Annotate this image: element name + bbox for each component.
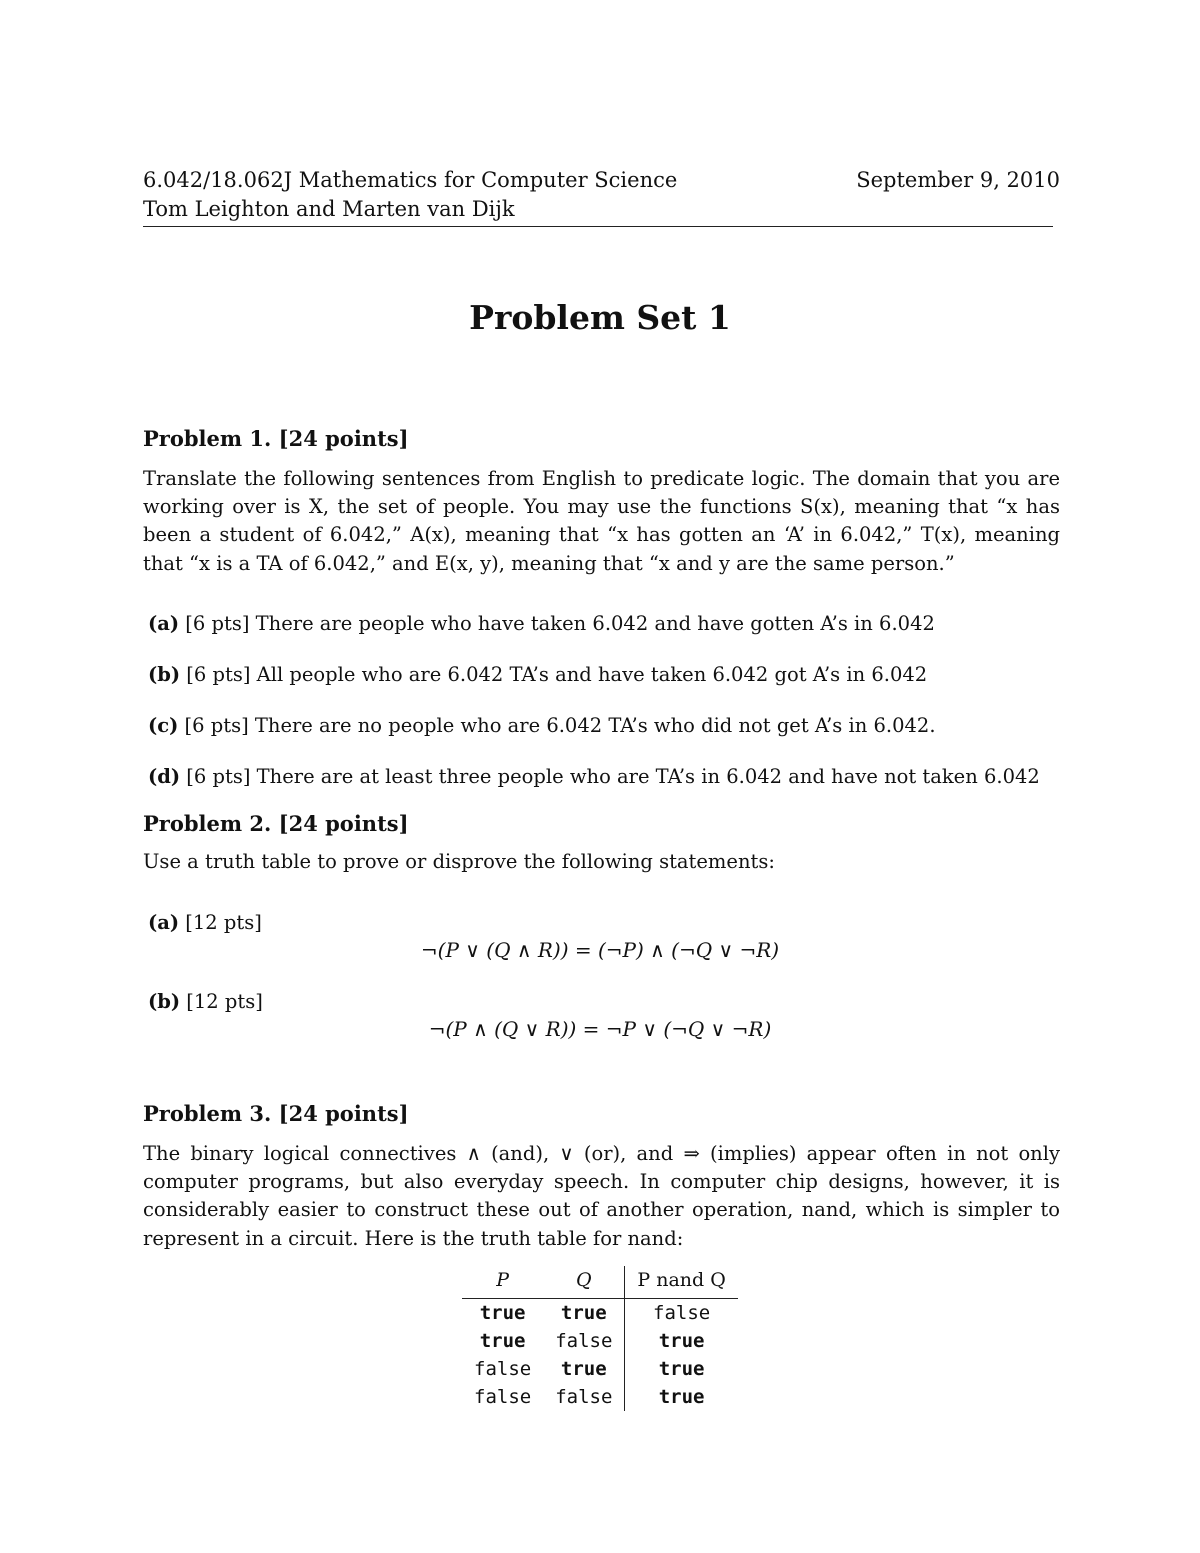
column-header-p: P bbox=[462, 1266, 543, 1299]
problem-2-item-b bbox=[148, 990, 263, 1013]
item-text: [6 pts] All people who are 6.042 TA’s and have taken 6.042 got A’s in 6.042 bbox=[186, 663, 928, 686]
course-title: 6.042/18.062J Mathematics for Computer Science bbox=[143, 168, 678, 192]
table-cell: true bbox=[479, 1302, 526, 1324]
problem-2-points: [24 points] bbox=[278, 811, 409, 836]
authors: Tom Leighton and Marten van Dijk bbox=[143, 197, 515, 221]
problem-1-item-a bbox=[148, 612, 935, 635]
paragraph-line: The binary logical connectives ∧ (and), ∨ (or), and ⇒ (implies) appear often in not only bbox=[143, 1142, 1060, 1165]
table-cell: true bbox=[658, 1358, 705, 1380]
header-rule bbox=[143, 226, 1053, 227]
item-text: [6 pts] There are people who have taken 6.042 and have gotten A’s in 6.042 bbox=[185, 612, 935, 635]
table-cell: true bbox=[543, 1355, 625, 1383]
table-row bbox=[462, 1383, 738, 1411]
item-text: [12 pts] bbox=[185, 911, 262, 934]
item-label: (b) bbox=[148, 663, 181, 686]
table-cell: true bbox=[658, 1386, 705, 1408]
item-text: [12 pts] bbox=[186, 990, 263, 1013]
problem-3-heading bbox=[143, 1101, 409, 1126]
item-label: (c) bbox=[148, 714, 179, 737]
paragraph-line: that “x is a TA of 6.042,” and E(x, y), meaning that “x and y are the same person.” bbox=[143, 551, 955, 575]
paragraph-line: represent in a circuit. Here is the truth table for nand: bbox=[143, 1226, 684, 1250]
problem-2-heading bbox=[143, 811, 409, 836]
problem-3-label: Problem 3. bbox=[143, 1101, 272, 1126]
equation-b: ¬(P ∧ (Q ∨ R)) = ¬P ∨ (¬Q ∨ ¬R) bbox=[428, 1017, 772, 1041]
table-cell: true bbox=[658, 1330, 705, 1352]
problem-1-item-c bbox=[148, 714, 936, 737]
problem-1-item-d bbox=[148, 765, 1040, 788]
table-cell: false bbox=[543, 1327, 625, 1355]
item-label: (b) bbox=[148, 990, 181, 1013]
paragraph-line: computer programs, but also everyday speech. In computer chip designs, however, it is bbox=[143, 1170, 1060, 1194]
date: September 9, 2010 bbox=[856, 168, 1060, 192]
table-cell: false bbox=[543, 1383, 625, 1411]
problem-2-label: Problem 2. bbox=[143, 811, 272, 836]
nand-truth-table bbox=[462, 1266, 738, 1411]
table-row bbox=[462, 1299, 738, 1328]
equation-a: ¬(P ∨ (Q ∧ R)) = (¬P) ∧ (¬Q ∨ ¬R) bbox=[420, 938, 780, 962]
page-title: Problem Set 1 bbox=[469, 298, 731, 337]
item-label: (a) bbox=[148, 911, 180, 934]
column-header-p-nand-q: P nand Q bbox=[625, 1266, 738, 1299]
item-text: [6 pts] There are no people who are 6.042 TA’s who did not get A’s in 6.042. bbox=[184, 714, 936, 737]
paragraph-line: been a student of 6.042,” A(x), meaning that “x has gotten an ‘A’ in 6.042,” T(x), meaning bbox=[143, 523, 1060, 547]
paragraph-line: working over is X, the set of people. You may use the functions S(x), meaning that “x has bbox=[143, 495, 1060, 519]
item-label: (d) bbox=[148, 765, 181, 788]
table-cell: false bbox=[653, 1302, 711, 1324]
problem-2-item-a bbox=[148, 911, 262, 934]
problem-1-heading bbox=[143, 426, 409, 451]
item-text: [6 pts] There are at least three people who are TA’s in 6.042 and have not taken 6.042 bbox=[186, 765, 1040, 788]
column-header-q: Q bbox=[543, 1266, 625, 1299]
paragraph-line: considerably easier to construct these out of another operation, nand, which is simpler to bbox=[143, 1198, 1060, 1222]
problem-1-points: [24 points] bbox=[278, 426, 409, 451]
problem-1-item-b bbox=[148, 663, 927, 686]
table-row bbox=[462, 1355, 738, 1383]
problem-3-text bbox=[143, 1140, 1060, 1253]
problem-1-text bbox=[143, 465, 1060, 578]
problem-3-points: [24 points] bbox=[278, 1101, 409, 1126]
problem-2-intro: Use a truth table to prove or disprove the following statements: bbox=[143, 850, 775, 873]
item-label: (a) bbox=[148, 612, 180, 635]
table-cell: true bbox=[543, 1299, 625, 1328]
table-cell: true bbox=[479, 1330, 526, 1352]
table-cell: false bbox=[474, 1386, 532, 1408]
table-cell: false bbox=[474, 1358, 532, 1380]
problem-1-label: Problem 1. bbox=[143, 426, 272, 451]
paragraph-line: Translate the following sentences from English to predicate logic. The domain that you are bbox=[143, 467, 1060, 490]
table-row bbox=[462, 1327, 738, 1355]
table-header-row bbox=[462, 1266, 738, 1299]
